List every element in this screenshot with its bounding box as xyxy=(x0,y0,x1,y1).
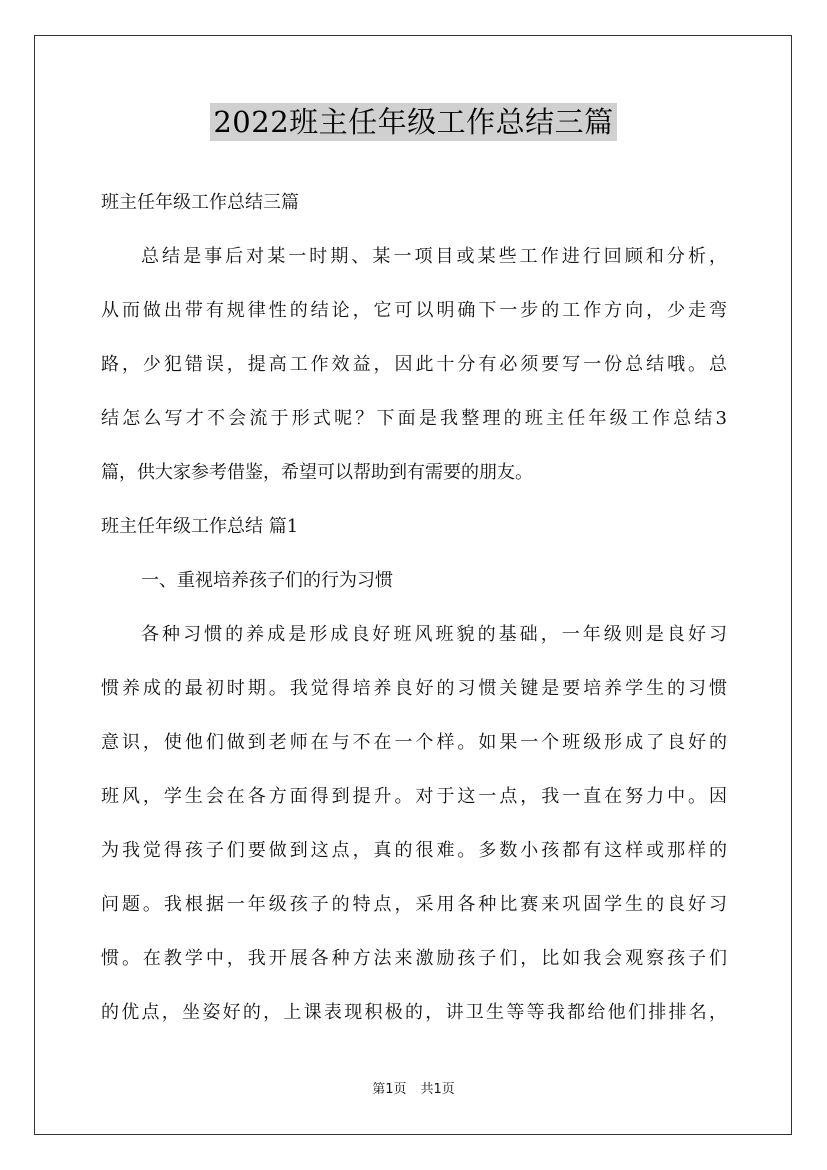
page-number: 第1页 xyxy=(372,1082,407,1097)
intro-line: 结怎么写才不会流于形式呢？下面是我整理的班主任年级工作总结3 xyxy=(101,408,727,429)
body-line: 的优点，坐姿好的，上课表现积极的，讲卫生等等我都给他们排排名， xyxy=(101,1002,727,1023)
body-line: 意识，使他们做到老师在与不在一个样。如果一个班级形成了良好的 xyxy=(101,732,727,753)
document-body xyxy=(101,176,727,1040)
body-paragraph xyxy=(101,608,727,1040)
intro-line: 路，少犯错误，提高工作效益，因此十分有必须要写一份总结哦。总 xyxy=(101,354,727,375)
intro-line: 从而做出带有规律性的结论，它可以明确下一步的工作方向，少走弯 xyxy=(101,300,727,321)
title-container xyxy=(0,103,827,141)
section-heading: 班主任年级工作总结 篇1 xyxy=(101,516,299,537)
body-line: 惯。在教学中，我开展各种方法来激励孩子们，比如我会观察孩子们 xyxy=(101,948,727,969)
body-line: 为我觉得孩子们要做到这点，真的很难。多数小孩都有这样或那样的 xyxy=(101,840,727,861)
intro-paragraph xyxy=(101,230,727,500)
body-line: 班风，学生会在各方面得到提升。对于这一点，我一直在努力中。因 xyxy=(101,786,727,807)
page-footer xyxy=(0,1081,827,1099)
intro-line: 篇，供大家参考借鉴，希望可以帮助到有需要的朋友。 xyxy=(101,462,533,483)
body-line: 各种习惯的养成是形成良好班风班貌的基础，一年级则是良好习 xyxy=(141,624,727,645)
body-line: 问题。我根据一年级孩子的特点，采用各种比赛来巩固学生的良好习 xyxy=(101,894,727,915)
subtitle: 班主任年级工作总结三篇 xyxy=(101,192,299,213)
body-line: 惯养成的最初时期。我觉得培养良好的习惯关键是要培养学生的习惯 xyxy=(101,678,727,699)
document-title: 2022班主任年级工作总结三篇 xyxy=(210,103,616,141)
intro-line: 总结是事后对某一时期、某一项目或某些工作进行回顾和分析， xyxy=(141,246,727,267)
item-heading: 一、重视培养孩子们的行为习惯 xyxy=(141,570,393,591)
page-total: 共1页 xyxy=(420,1082,455,1097)
